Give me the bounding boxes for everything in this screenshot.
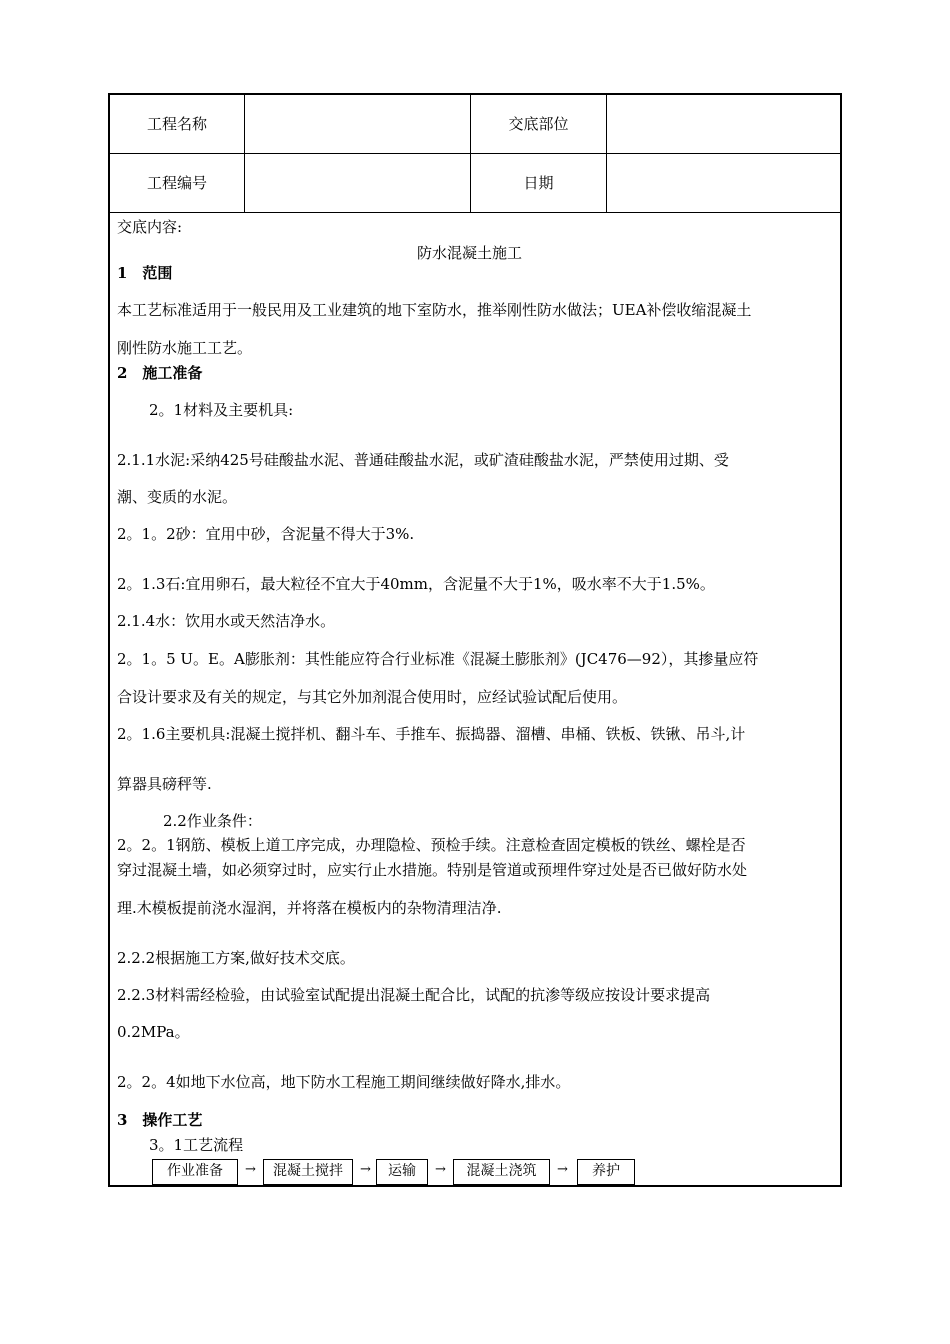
item-2-2-1-cont: 穿过混凝土墙，如必须穿过时，应实行止水措施。特别是管道或预埋件穿过处是否已做好防水处	[117, 861, 748, 879]
project-name-label: 工程名称	[146, 115, 207, 133]
section-3-heading: 3 操作工艺	[117, 1111, 203, 1129]
section-2-heading: 2 施工准备	[117, 364, 203, 382]
item-2-2-1-cont-2: 理.木模板提前浇水湿润，并将落在模板内的杂物清理洁净.	[117, 899, 502, 917]
flow-step-transport: 运输	[376, 1159, 428, 1186]
item-2-1-5: 2。1。5 U。E。A膨胀剂：其性能应符合行业标准《混凝土膨胀剂》(JC476—92），其掺量应符	[117, 650, 759, 668]
item-2-1-3: 2。1.3石:宜用卵石，最大粒径不宜大于40mm，含泥量不大于1%，吸水率不大于1.5%。	[117, 575, 715, 593]
section-3-1-heading: 3。1工艺流程	[149, 1136, 244, 1154]
item-2-1-5-cont: 合设计要求及有关的规定，与其它外加剂混合使用时，应经试验试配后使用。	[117, 688, 628, 706]
flow-step-curing: 养护	[577, 1159, 635, 1186]
section-1-paragraph-cont: 刚性防水施工工艺。	[117, 339, 253, 357]
item-2-2-3-cont: 0.2MPa。	[117, 1023, 190, 1041]
item-2-2-1: 2。2。1钢筋、模板上道工序完成，办理隐检、预检手续。注意检查固定模板的铁丝、螺栓是否	[117, 836, 746, 854]
section-1-heading: 1 范围	[117, 264, 173, 282]
item-2-1-6-cont: 算器具磅秤等.	[117, 775, 212, 793]
item-2-1-4: 2.1.4水：饮用水或天然洁净水。	[117, 612, 336, 630]
item-2-1-1-cont: 潮、变质的水泥。	[117, 488, 238, 506]
section-1-paragraph: 本工艺标准适用于一般民用及工业建筑的地下室防水，推举刚性防水做法；UEA补偿收缩混凝土	[117, 301, 752, 319]
flow-step-mixing: 混凝土搅拌	[263, 1159, 353, 1186]
item-2-1-1: 2.1.1水泥:采纳425号硅酸盐水泥、普通硅酸盐水泥，或矿渣硅酸盐水泥，严禁使用过期、受	[117, 451, 729, 469]
item-2-2-2: 2.2.2根据施工方案,做好技术交底。	[117, 949, 355, 967]
document-title: 防水混凝土施工	[417, 244, 523, 262]
header-bottom-border	[109, 212, 841, 213]
item-2-2-3: 2.2.3材料需经检验，由试验室试配提出混凝土配合比，试配的抗渗等级应按设计要求提高	[117, 986, 711, 1004]
disclosure-location-label: 交底部位	[508, 115, 569, 133]
date-label: 日期	[523, 174, 554, 192]
header-row-divider	[109, 153, 841, 154]
project-number-label: 工程编号	[146, 174, 207, 192]
section-2-2-heading: 2.2作业条件：	[163, 812, 262, 830]
flow-arrow-icon: →	[245, 1162, 256, 1177]
flow-arrow-icon: →	[360, 1162, 371, 1177]
item-2-1-6: 2。1.6主要机具:混凝土搅拌机、翻斗车、手推车、振捣器、溜槽、串桶、铁板、铁锹、吊斗,计	[117, 725, 746, 743]
disclosure-content-label: 交底内容:	[117, 218, 183, 236]
item-2-1-2: 2。1。2砂：宜用中砂，含泥量不得大于3%.	[117, 525, 415, 543]
item-2-2-4: 2。2。4如地下水位高，地下防水工程施工期间继续做好降水,排水。	[117, 1073, 571, 1091]
flow-step-preparation: 作业准备	[152, 1159, 238, 1186]
section-2-1-heading: 2。1材料及主要机具:	[149, 401, 294, 419]
flow-arrow-icon: →	[557, 1162, 568, 1177]
flow-arrow-icon: →	[435, 1162, 446, 1177]
flow-step-pouring: 混凝土浇筑	[453, 1159, 550, 1186]
